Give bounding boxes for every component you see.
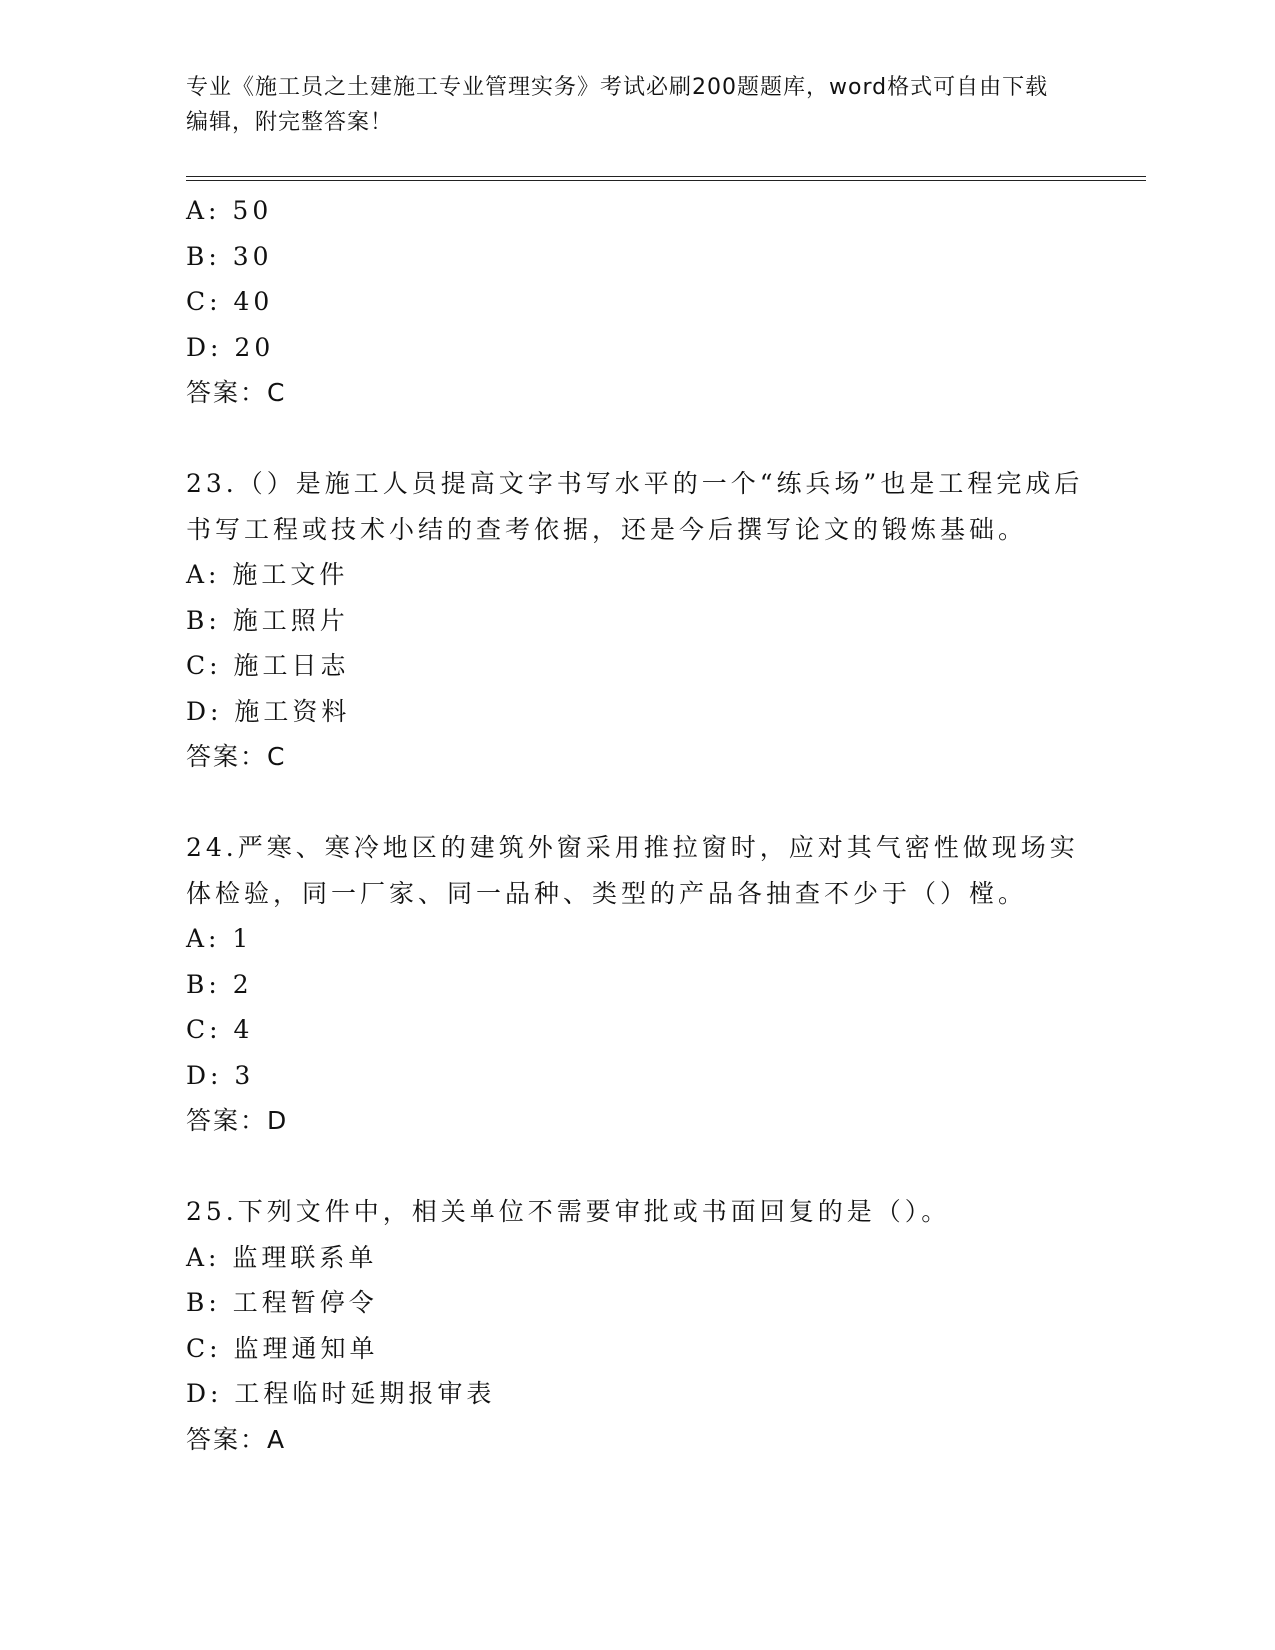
option-b: B: 2 <box>186 969 253 999</box>
option-b: B: 30 <box>186 241 273 271</box>
spacer <box>186 1144 1086 1190</box>
option-d: D: 3 <box>186 1060 255 1090</box>
option-c: C: 4 <box>186 1015 254 1044</box>
option-a: A: 施工文件 <box>186 560 349 589</box>
option-b: B: 施工照片 <box>186 605 349 635</box>
header-rule-double <box>186 180 1146 181</box>
answer-line: 答案：A <box>186 1424 287 1454</box>
option-d: D: 施工资料 <box>186 696 351 726</box>
option-a: A: 50 <box>186 196 273 225</box>
answer-line: 答案：C <box>186 378 287 407</box>
question-block-25 <box>186 1189 1086 1462</box>
option-a: A: 监理联系单 <box>186 1242 378 1272</box>
option-d: D: 工程临时延期报审表 <box>186 1379 496 1408</box>
option-c: C: 40 <box>186 287 274 316</box>
option-a: A: 1 <box>186 924 253 953</box>
question-block-23 <box>186 461 1086 780</box>
answer-line: 答案：C <box>186 742 287 771</box>
question-stem: 23.（）是施工人员提高文字书写水平的一个“练兵场”也是工程完成后书写工程或技术小结的查考依据，还是今后撰写论文的锻炼基础。 <box>186 469 1084 544</box>
question-list <box>186 188 1086 1462</box>
option-c: C: 施工日志 <box>186 651 350 680</box>
document-header: 专业《施工员之土建施工专业管理实务》考试必刷200题题库，word格式可自由下载编辑，附完整答案！ <box>186 75 1049 135</box>
question-block-24 <box>186 825 1086 1144</box>
question-stem: 25.下列文件中，相关单位不需要审批或书面回复的是（）。 <box>186 1197 951 1226</box>
option-b: B: 工程暂停令 <box>186 1288 378 1317</box>
answer-line: 答案：D <box>186 1106 289 1135</box>
question-stem: 24.严寒、寒冷地区的建筑外窗采用推拉窗时，应对其气密性做现场实体检验，同一厂家、同一品种、类型的产品各抽查不少于（）樘。 <box>186 833 1079 908</box>
question-block-22 <box>186 188 1086 416</box>
spacer <box>186 780 1086 826</box>
option-c: C: 监理通知单 <box>186 1333 379 1363</box>
header-rule <box>186 176 1146 177</box>
spacer <box>186 416 1086 462</box>
option-d: D: 20 <box>186 332 275 362</box>
